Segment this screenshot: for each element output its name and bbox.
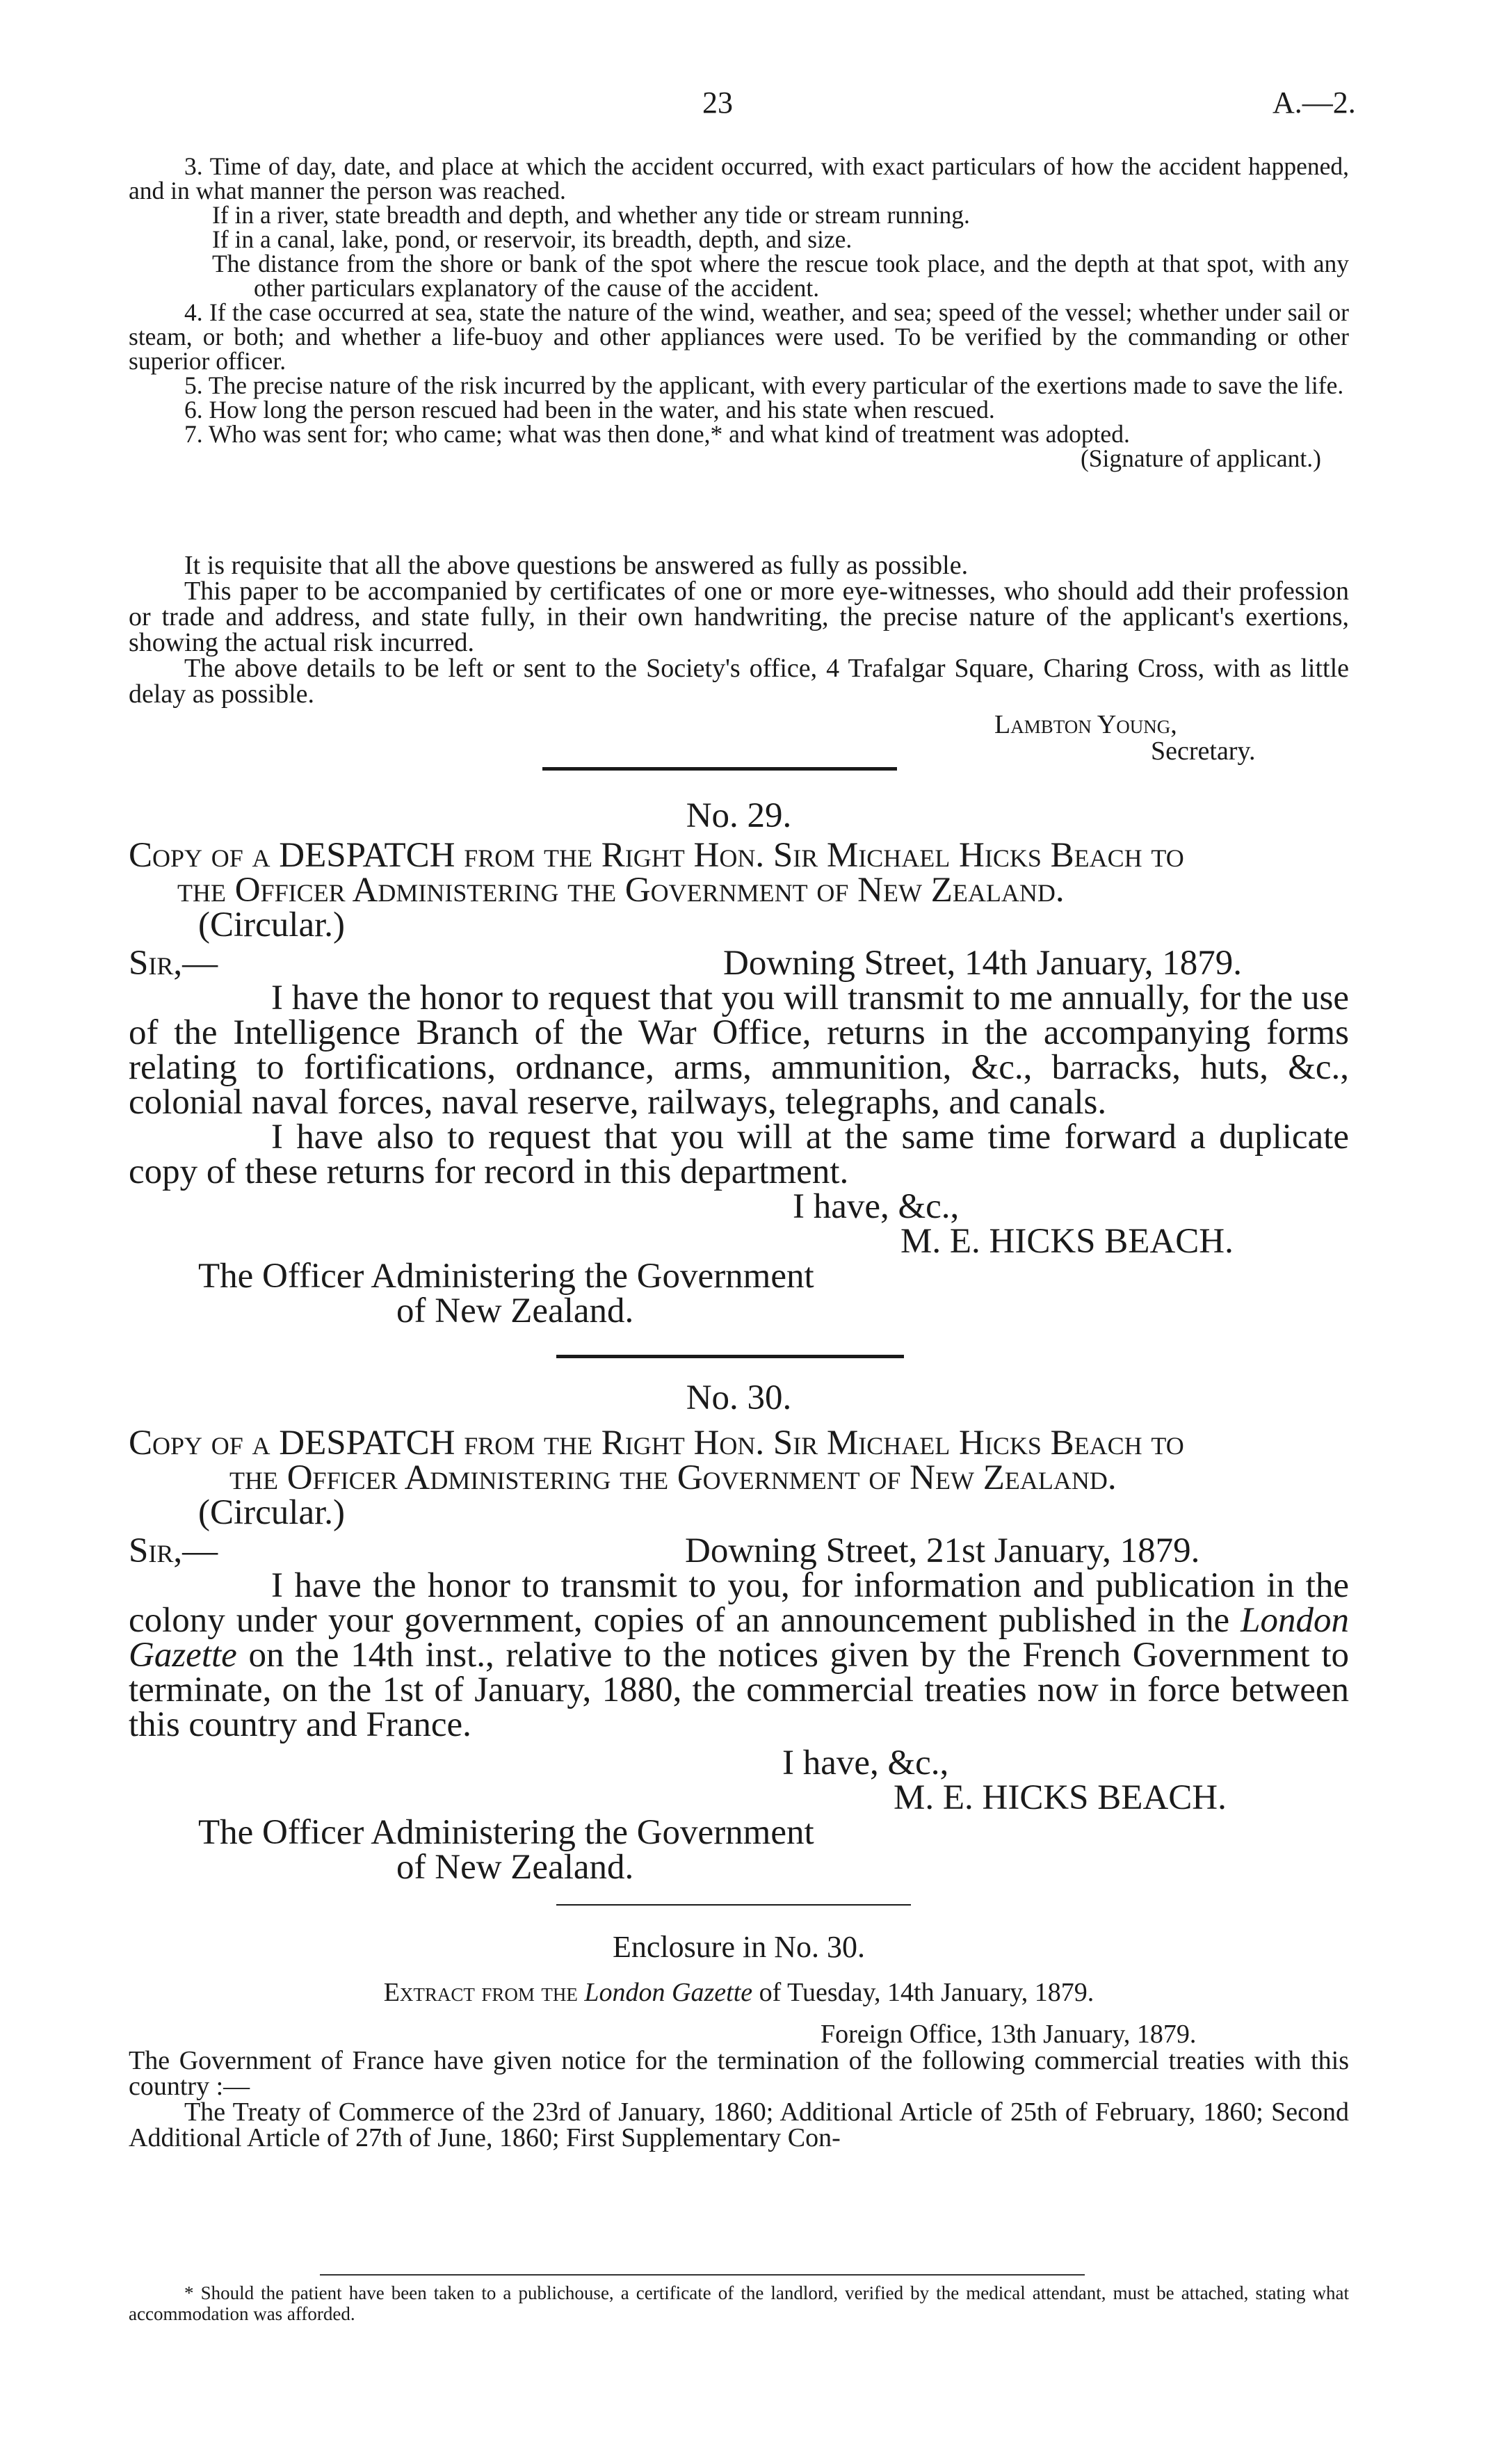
footnote-rule — [320, 2274, 1085, 2276]
question-3-river: If in a river, state breadth and depth, and whether any tide or stream running. — [212, 201, 970, 229]
despatch-30-addressee-line2: of New Zealand. — [396, 1848, 634, 1887]
despatch-30-body — [129, 1568, 1349, 1742]
question-7: 7. Who was sent for; who came; what was then done,* and what kind of treatment was adopted. — [184, 420, 1130, 448]
extract-date: of Tuesday, 14th January, 1879. — [759, 1978, 1094, 2007]
document-reference: A.—2. — [1272, 86, 1356, 120]
question-3-distance: The distance from the shore or bank of the spot where the rescue took place, and the depth at that spot, with any other particulars explanatory of the cause of the accident. — [212, 250, 1349, 302]
despatch-29-title-line2: the Officer Administering the Government of New Zealand. — [177, 871, 1065, 910]
despatch-29-para2: I have also to request that you will at the same time forward a duplicate copy of these returns for record in this department. — [129, 1118, 1349, 1191]
despatch-30-number: No. 30. — [686, 1378, 792, 1417]
question-6: 6. How long the person rescued had been in the water, and his state when rescued. — [184, 396, 995, 424]
enclosure-body — [129, 2048, 1349, 2151]
paper-note: This paper to be accompanied by certificates of one or more eye-witnesses, who should add their profession or trade and address, and state fully, in their own handwriting, the precise nature of the applicant's exertions, showing the actual risk incurred. — [129, 577, 1349, 657]
london-gazette-title: London Gazette — [129, 1601, 1350, 1675]
office-note: The above details to be left or sent to the Society's office, 4 Trafalgar Square, Charing Cross, with as little delay as possible. — [129, 654, 1349, 709]
despatch-29-place-date: Downing Street, 14th January, 1879. — [723, 944, 1242, 983]
enclosure-heading: Enclosure in No. 30. — [613, 1930, 865, 1964]
section-divider — [542, 767, 897, 771]
despatch-30-closing: I have, &c., — [782, 1744, 949, 1782]
enclosure-para1: The Government of France have given notice for the termination of the following commercial treaties with this country :— — [129, 2046, 1349, 2101]
question-5: 5. The precise nature of the risk incurred by the applicant, with every particular of the exertions made to save the life. — [184, 371, 1344, 399]
despatch-29-para1: I have the honor to request that you will transmit to me annually, for the use of the Intelligence Branch of the War Office, returns in the accompanying forms relating to fortifications, ordnance, arms, ammunition, &c., barracks, huts, &c., colonial naval forces, naval reserve, railways, telegraphs, and canals. — [129, 979, 1349, 1122]
enclosure-para2: The Treaty of Commerce of the 23rd of January, 1860; Additional Article of 25th of February, 1860; Second Additional Article of 27th of June, 1860; First Supplementary Con- — [129, 2097, 1349, 2152]
despatch-30-para1-start: I have the honor to transmit to you, for information and publication in the colony under your government, copies of an announcement published in the — [129, 1566, 1349, 1640]
notes-section — [129, 553, 1349, 707]
despatch-30-signature: M. E. HICKS BEACH. — [894, 1778, 1227, 1817]
question-3: 3. Time of day, date, and place at which the accident occurred, with exact particulars of how the accident happened, and in what manner the person was reached. — [129, 152, 1349, 204]
enclosure-place-date: Foreign Office, 13th January, 1879. — [821, 2020, 1197, 2049]
secretary-name: Lambton Young, — [994, 710, 1177, 739]
despatch-30-para1-end: on the 14th inst., relative to the notices given by the French Government to terminate, on the 1st of January, 1880, the commercial treaties now in force between this country and France. — [129, 1636, 1350, 1744]
despatch-30-title-line1: Copy of a DESPATCH from the Right Hon. Sir Michael Hicks Beach to — [129, 1424, 1184, 1463]
questions-section — [129, 154, 1349, 471]
despatch-29-salutation: Sir,— — [129, 944, 218, 983]
despatch-29-number: No. 29. — [686, 796, 792, 835]
despatch-29-addressee-line1: The Officer Administering the Government — [198, 1257, 814, 1296]
despatch-30-salutation: Sir,— — [129, 1531, 218, 1570]
section-divider — [556, 1355, 904, 1358]
despatch-29-addressee-line2: of New Zealand. — [396, 1291, 634, 1330]
extract-gazette: London Gazette — [584, 1978, 753, 2007]
despatch-29-closing: I have, &c., — [793, 1187, 960, 1226]
despatch-29-circular: (Circular.) — [198, 905, 345, 944]
enclosure-extract-line — [129, 1979, 1349, 2006]
despatch-29-body — [129, 981, 1349, 1189]
secretary-title: Secretary. — [1151, 736, 1256, 766]
requisite-note: It is requisite that all the above questions be answered as fully as possible. — [184, 551, 969, 580]
despatch-30-place-date: Downing Street, 21st January, 1879. — [685, 1531, 1200, 1570]
despatch-30-addressee-line1: The Officer Administering the Government — [198, 1813, 814, 1852]
question-3-canal: If in a canal, lake, pond, or reservoir, its breadth, depth, and size. — [212, 225, 853, 253]
footnote-text: * Should the patient have been taken to a publichouse, a certificate of the landlord, verified by the medical attendant, must be attached, stating what accommodation was afforded. — [129, 2282, 1349, 2324]
footnote — [129, 2282, 1349, 2324]
signature-applicant: (Signature of applicant.) — [1080, 444, 1321, 472]
question-4: 4. If the case occurred at sea, state the nature of the wind, weather, and sea; speed of the vessel; whether under sail or steam, or both; and whether a life-buoy and other appliances were used. To be verified by the commanding or other superior officer. — [129, 298, 1349, 375]
despatch-29-signature: M. E. HICKS BEACH. — [900, 1222, 1234, 1261]
despatch-30-title-line2: the Officer Administering the Government of New Zealand. — [229, 1458, 1117, 1497]
section-divider — [556, 1904, 911, 1906]
despatch-30-circular: (Circular.) — [198, 1493, 345, 1532]
despatch-29-title-line1: Copy of a DESPATCH from the Right Hon. Sir Michael Hicks Beach to — [129, 836, 1184, 875]
extract-label: Extract from the — [383, 1978, 578, 2007]
page-number: 23 — [702, 86, 733, 120]
despatch-30-para1 — [129, 1568, 1349, 1742]
